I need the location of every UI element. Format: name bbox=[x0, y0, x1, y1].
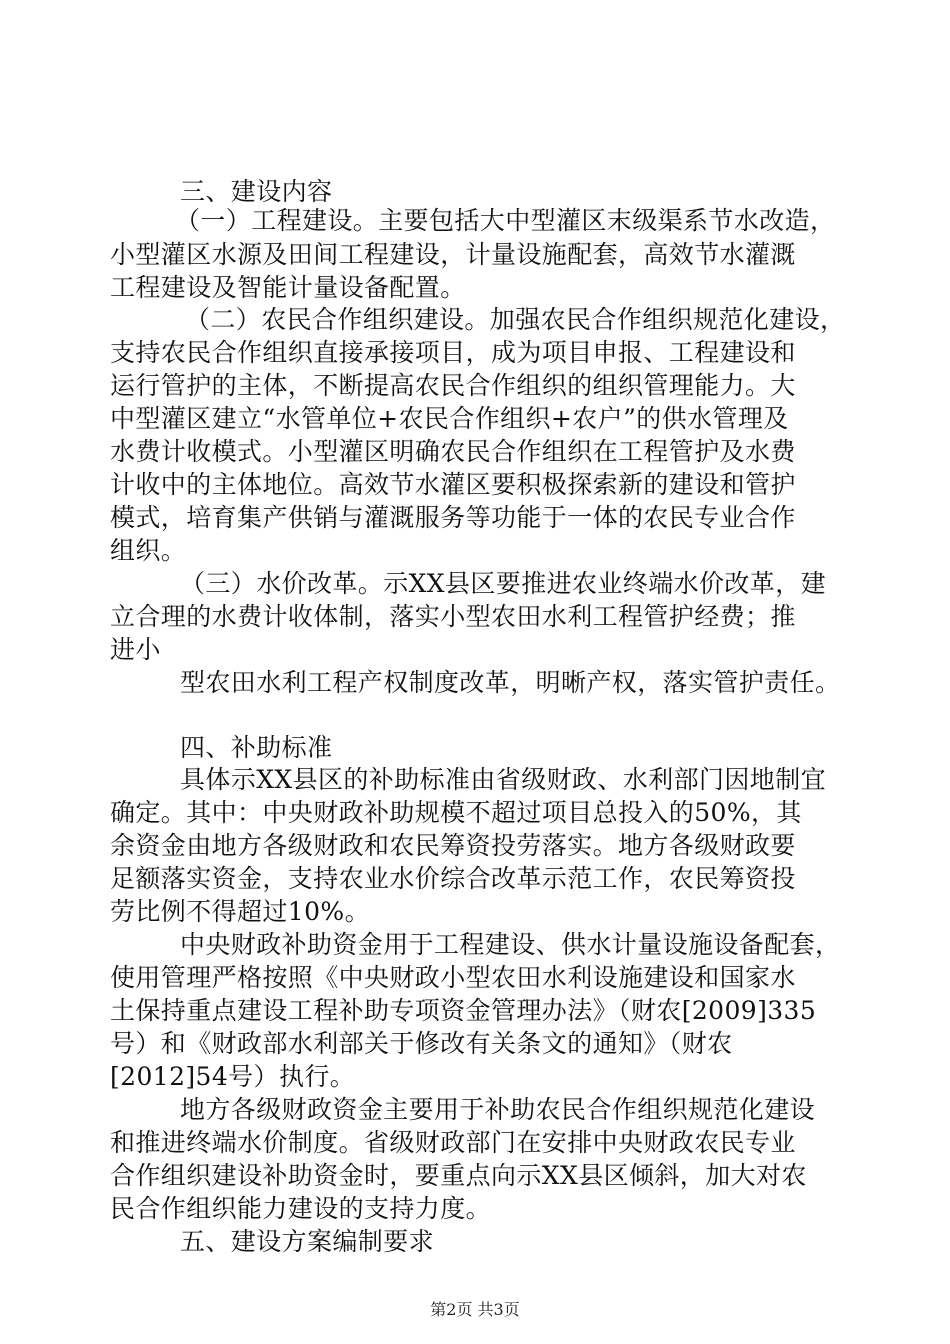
text-line: 支持农民合作组织直接承接项目，成为项目申报、工程建设和 bbox=[110, 338, 796, 367]
text-line: 组织。 bbox=[110, 536, 187, 565]
section-heading-5: 五、建设方案编制要求 bbox=[180, 1227, 435, 1256]
text-line: [2012]54号）执行。 bbox=[110, 1062, 356, 1091]
text-line: （二）农民合作组织建设。加强农民合作组织规范化建设， bbox=[185, 305, 846, 334]
text-line: 型农田水利工程产权制度改革，明晰产权，落实管护责任。 bbox=[180, 668, 841, 697]
text-line: 计收中的主体地位。高效节水灌区要积极探索新的建设和管护 bbox=[110, 470, 796, 499]
text-line: 足额落实资金，支持农业水价综合改革示范工作，农民筹资投 bbox=[110, 864, 796, 893]
text-line: 水费计收模式。小型灌区明确农民合作组织在工程管护及水费 bbox=[110, 437, 796, 466]
text-line: 使用管理严格按照《中央财政小型农田水利设施建设和国家水 bbox=[110, 963, 796, 992]
text-line: 具体示XX县区的补助标准由省级财政、水利部门因地制宜 bbox=[180, 765, 826, 794]
text-line: 进小 bbox=[110, 635, 161, 664]
text-line: 小型灌区水源及田间工程建设，计量设施配套，高效节水灌溉 bbox=[110, 240, 796, 269]
text-line: 余资金由地方各级财政和农民筹资投劳落实。地方各级财政要 bbox=[110, 831, 796, 860]
text-line: 中型灌区建立“水管单位+农民合作组织+农户”的供水管理及 bbox=[110, 404, 789, 433]
text-line: 立合理的水费计收体制，落实小型农田水利工程管护经费；推 bbox=[110, 602, 796, 631]
text-line: 合作组织建设补助资金时，要重点向示XX县区倾斜，加大对农 bbox=[110, 1161, 807, 1190]
text-line: 和推进终端水价制度。省级财政部门在安排中央财政农民专业 bbox=[110, 1128, 796, 1157]
text-line: 劳比例不得超过10%。 bbox=[110, 897, 370, 926]
text-line: （三）水价改革。示XX县区要推进农业终端水价改革，建 bbox=[180, 569, 826, 598]
text-line: 号）和《财政部水利部关于修改有关条文的通知》（财农 bbox=[110, 1029, 733, 1058]
page-number-footer: 第2页 共3页 bbox=[430, 1300, 520, 1319]
text-line: 地方各级财政资金主要用于补助农民合作组织规范化建设 bbox=[180, 1095, 816, 1124]
text-line: 民合作组织能力建设的支持力度。 bbox=[110, 1194, 492, 1223]
text-line: 中央财政补助资金用于工程建设、供水计量设施设备配套， bbox=[180, 930, 841, 959]
text-line: 土保持重点建设工程补助专项资金管理办法》（财农[2009]335 bbox=[110, 996, 817, 1025]
text-line: 模式，培育集产供销与灌溉服务等功能于一体的农民专业合作 bbox=[110, 503, 796, 532]
text-line: 工程建设及智能计量设备配置。 bbox=[110, 273, 466, 302]
text-line: （一）工程建设。主要包括大中型灌区末级渠系节水改造， bbox=[175, 206, 836, 235]
section-heading-4: 四、补助标准 bbox=[180, 733, 333, 762]
text-line: 确定。其中：中央财政补助规模不超过项目总投入的50%，其 bbox=[110, 798, 802, 827]
section-heading-3: 三、建设内容 bbox=[180, 177, 333, 206]
text-line: 运行管护的主体，不断提高农民合作组织的组织管理能力。大 bbox=[110, 371, 796, 400]
